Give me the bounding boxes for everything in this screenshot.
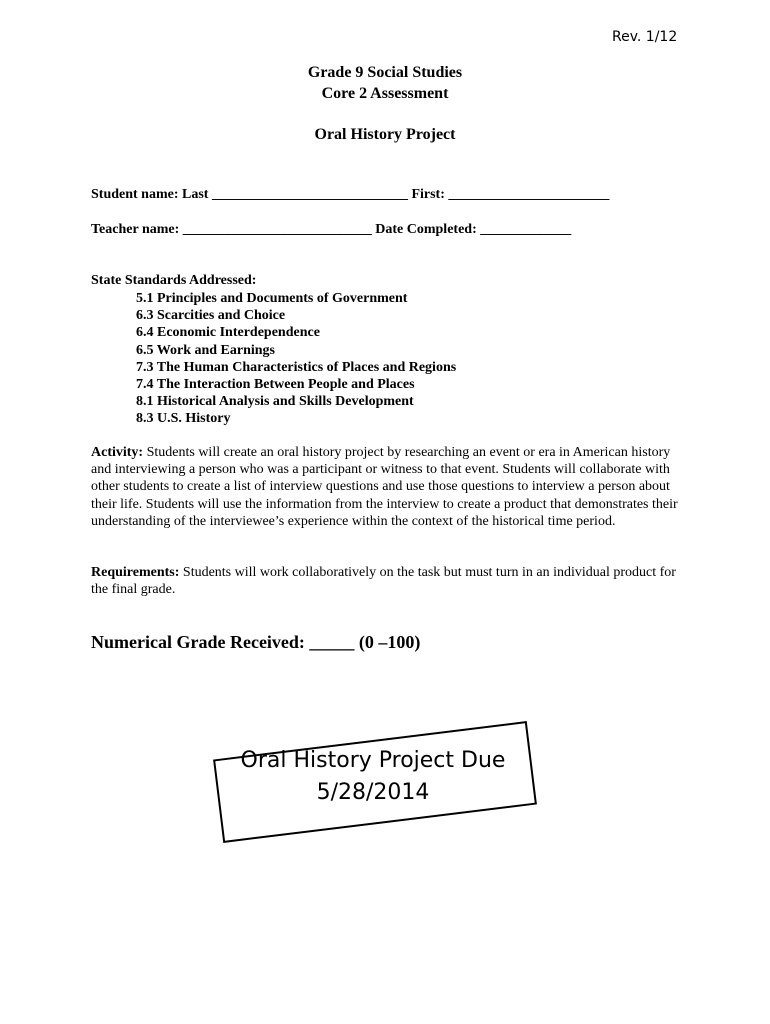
- activity-paragraph: [91, 444, 691, 530]
- standard-item: 6.5 Work and Earnings: [136, 342, 276, 358]
- revision-label: Rev. 1/12: [612, 29, 678, 45]
- standards-heading: State Standards Addressed:: [91, 273, 257, 288]
- stamp-line-2: 5/28/2014: [316, 780, 430, 805]
- requirements-paragraph: [91, 564, 691, 598]
- stamp-line-1: Oral History Project Due: [240, 748, 506, 773]
- standard-item: 6.3 Scarcities and Choice: [136, 308, 286, 324]
- project-title: Oral History Project: [314, 126, 456, 143]
- student-name-field: Student name: Last ____________________________ First: _______________________: [91, 187, 610, 202]
- standard-item: 8.1 Historical Analysis and Skills Development: [136, 394, 414, 410]
- course-title: Grade 9 Social Studies: [307, 64, 463, 81]
- teacher-name-field: Teacher name: ___________________________ Date Completed: _____________: [91, 222, 572, 237]
- due-date-stamp-text: [200, 745, 546, 809]
- requirements-label: Requirements:: [91, 565, 180, 580]
- standard-item: 8.3 U.S. History: [136, 411, 231, 427]
- standard-item: 7.3 The Human Characteristics of Places and Regions: [136, 359, 457, 375]
- requirements-text: Students will work collaboratively on the task but must turn in an individual product for the final grade.: [91, 565, 676, 598]
- standard-item: 6.4 Economic Interdependence: [136, 325, 320, 341]
- numerical-grade-line: Numerical Grade Received: _____ (0 –100): [91, 632, 421, 652]
- standard-item: 7.4 The Interaction Between People and Places: [136, 377, 415, 393]
- activity-text: Students will create an oral history project by researching an event or era in American history and interviewing a person who was a participant or witness to that event. Students will collaborate with other students to create a list of interview questions and use those questions to interview a person about their life. Students will use the information from the interview to create a product that demonstrates their understanding of the interviewee’s experience within the context of the historical time period.: [91, 445, 678, 529]
- activity-label: Activity:: [91, 445, 144, 460]
- standard-item: 5.1 Principles and Documents of Government: [136, 291, 408, 306]
- standards-list: [136, 290, 456, 428]
- assessment-title: Core 2 Assessment: [321, 85, 449, 102]
